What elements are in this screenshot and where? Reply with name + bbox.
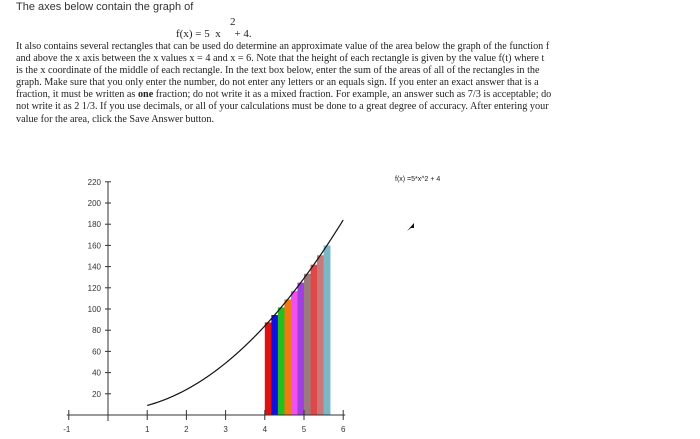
formula-base: f(x) = 5 x + 4. [176, 28, 252, 40]
approximation-rectangle [278, 307, 285, 415]
y-tick-label: 160 [87, 241, 101, 251]
y-tick-label: 40 [92, 368, 101, 378]
approximation-rectangle [297, 283, 304, 415]
function-label: f(x) =5*x^2 + 4 [395, 176, 441, 183]
y-tick-label: 100 [87, 305, 101, 314]
approximation-rectangle [324, 246, 331, 415]
intro-text: The axes below contain the graph of [16, 1, 194, 13]
instructions-line-bold: fraction, it must be written as one fraction; do not write it as a mixed fraction. For example, an answer such as 7/3 is acceptable; do [16, 89, 552, 101]
y-tick-label: 140 [87, 262, 101, 272]
x-tick-label: 2 [184, 425, 189, 434]
approximation-rectangle [265, 322, 272, 415]
x-tick-label: 3 [223, 425, 228, 434]
y-tick-label: 200 [87, 199, 101, 208]
instructions-line: and above the x axis between the x values x = 4 and x = 6. Note that the height of each rectangle is given by the value f(t) where t [16, 53, 545, 65]
instructions-line: not write it as 2 1/3. If you use decimals, or all of your calculations must be done to a great degree of accuracy. After entering your [16, 101, 549, 113]
x-tick-label: 5 [301, 425, 307, 434]
y-tick-label: 20 [92, 389, 101, 399]
x-tick-label: 4 [262, 425, 268, 434]
approximation-rectangle [304, 274, 311, 415]
y-tick-label: 220 [87, 177, 101, 187]
y-tick-label: 180 [87, 220, 101, 230]
x-tick-label: 1 [144, 425, 150, 434]
approximation-rectangle [317, 255, 324, 415]
bold-word: one [137, 89, 154, 101]
instructions-line: is the x coordinate of the middle of each rectangle. In the text box below, enter the sum of the areas of all of the rectangles in the [16, 65, 540, 77]
y-tick-label: 60 [92, 347, 101, 357]
y-tick-label: 80 [92, 326, 101, 336]
formula-exponent: 2 [230, 16, 236, 28]
x-tick-label: 6 [340, 425, 346, 434]
approximation-rectangle [271, 315, 278, 415]
approximation-rectangle [284, 299, 291, 415]
y-tick-label: 120 [87, 283, 101, 293]
instructions-line: value for the area, click the Save Answer button. [16, 113, 215, 125]
approximation-rectangle [291, 291, 298, 415]
approximation-rectangle [311, 265, 318, 415]
instructions-line: It also contains several rectangles that can be used do determine an approximate value of the area below the graph of the function f [16, 41, 550, 52]
x-tick-label: -1 [63, 425, 71, 434]
instructions-line: graph. Make sure that you only enter the number, do not enter any letters or an equals sign. If you enter an exact answer that is a [16, 77, 539, 89]
mouse-cursor-icon [407, 222, 415, 232]
